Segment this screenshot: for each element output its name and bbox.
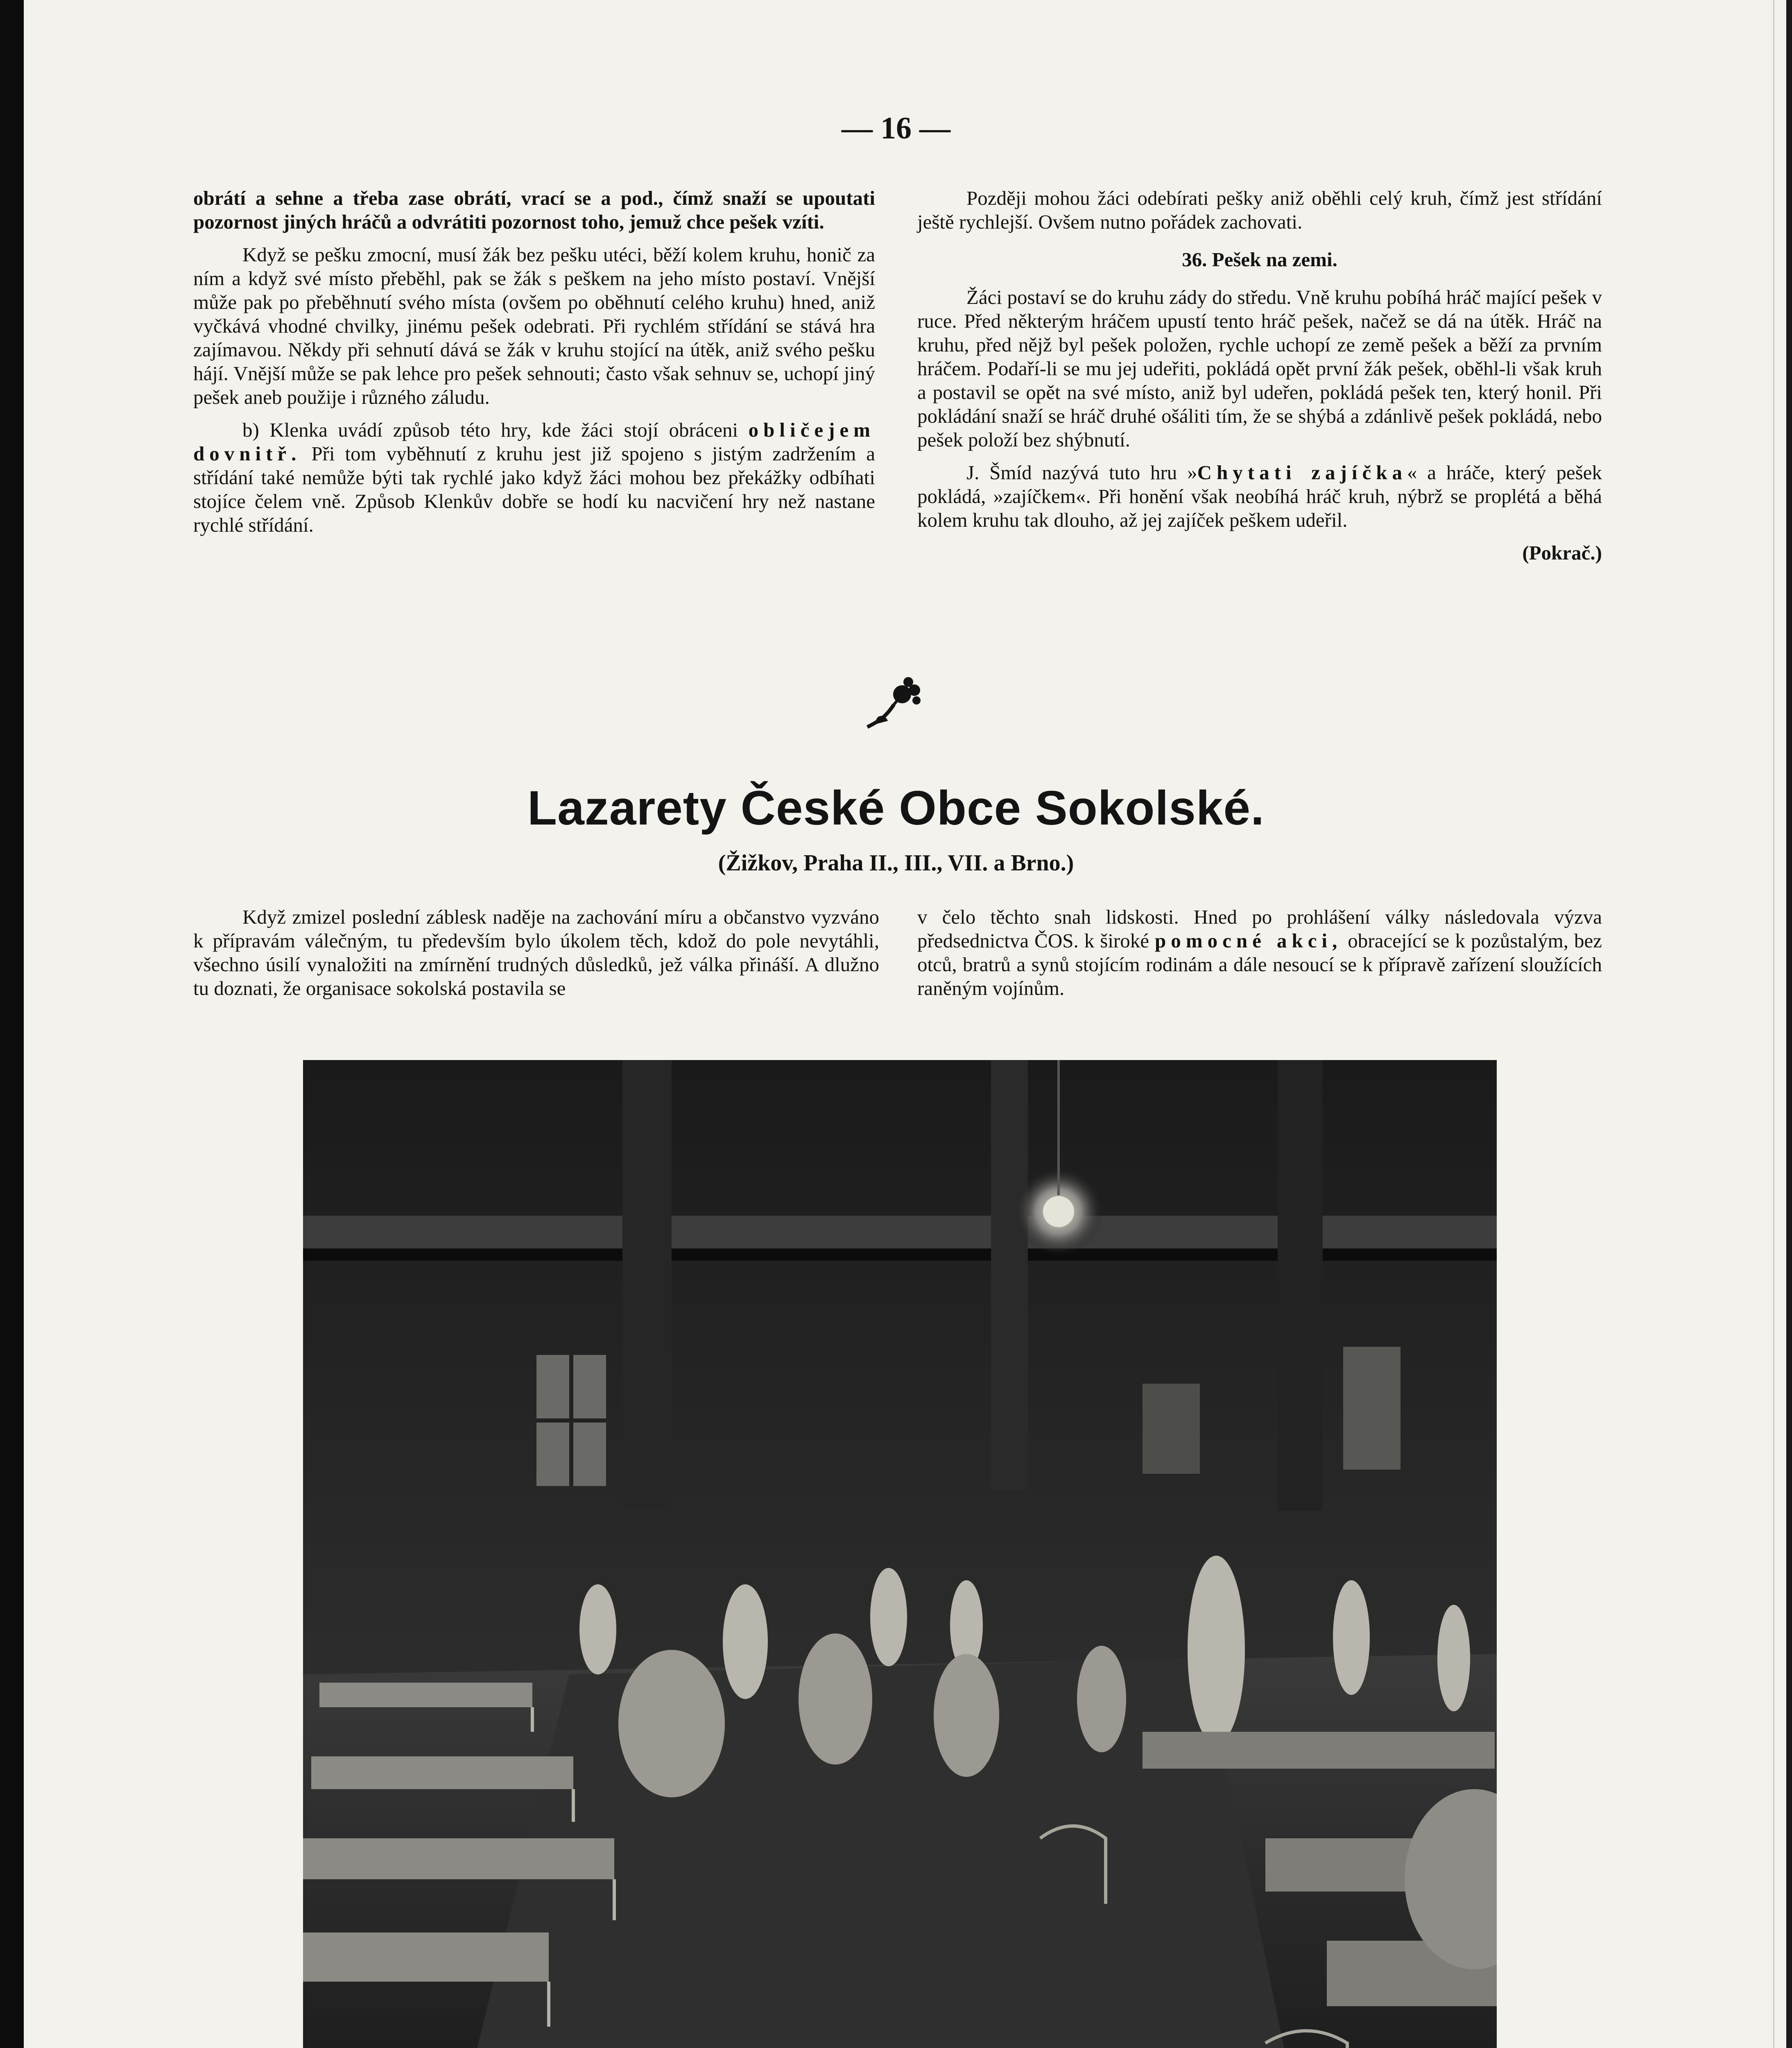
scan-border-right — [1786, 0, 1792, 2048]
text-run-spaced: obličejem dovnitř. — [193, 419, 875, 465]
paragraph — [917, 905, 1602, 1000]
paragraph-continued: obrátí a sehne a třeba zase obrátí, vrací se a pod., čímž snaží se upoutati pozornost jiných hráčů a odvrátiti pozornost toho, jemuž chce pešek vzíti. — [193, 187, 875, 233]
hospital-ward-photo — [303, 1060, 1497, 2048]
text-run: Při tom vyběhnutí z kruhu jest již spojeno s jistým zadržením a střídání také nemůže býti tak rychlé jako když žáci mohou bez překážky odbíhati stojíce čelem vně. Způsob Klenkův dobře se hodí ku nacvičení hry než nastane rychlé střídání. — [193, 442, 876, 536]
continued-note: (Pokrač.) — [1522, 541, 1602, 564]
page-number: — 16 — — [842, 111, 950, 145]
text-run-spaced: Chytati zajíčka — [1197, 461, 1407, 484]
photo-illustration — [303, 1060, 1497, 2048]
text-run-spaced: pomocné akci, — [1155, 929, 1342, 952]
intro-column-right — [917, 905, 1602, 1000]
scan-fold-line — [1773, 0, 1774, 2048]
column-left — [193, 186, 875, 546]
paragraph: Později mohou žáci odebírati pešky aniž oběhli celý kruh, čímž jest střídání ještě rychlejší. Ovšem nutno pořádek zachovati. — [917, 187, 1602, 233]
intro-column-left — [193, 905, 879, 1000]
article-subtitle: (Žižkov, Praha II., III., VII. a Brno.) — [718, 850, 1074, 876]
column-right — [917, 186, 1602, 574]
text-run: « a hráče, který pešek pokládá, »zajíčkem«. Při honění však neobíhá hráč kruh, nýbrž se proplétá a běhá kolem kruhu tak dlouho, až jej zajíček peškem udeřil. — [917, 461, 1602, 531]
section-heading: 36. Pešek na zemi. — [1182, 248, 1337, 271]
text-run: J. Šmíd nazývá tuto hru » — [966, 461, 1197, 484]
paragraph-smid — [917, 461, 1602, 532]
article-title: Lazarety České Obce Sokolské. — [527, 781, 1265, 835]
paragraph-klenka — [193, 418, 875, 537]
text-run: b) Klenka uvádí způsob této hry, kde žáci stojí obráceni — [242, 419, 738, 441]
scan-border-left — [0, 0, 24, 2048]
text-run: v čelo těchto snah lidskosti. Hned po prohlášení války následovala výzva předsednictva ČOS. k široké — [917, 906, 1602, 952]
flower-ornament-icon — [863, 676, 929, 733]
paragraph: Žáci postaví se do kruhu zády do středu. Vně kruhu pobíhá hráč mající pešek v ruce. Před některým hráčem upustí tento hráč pešek, načež se dá na útěk. Hráč na kruhu, před nějž byl pešek položen, rychle uchopí ze země pešek a běží za prvním hráčem. Podaří-li se mu jej udeřiti, pokládá opět první žák pešek, oběhl-li však kruh a postavil se opět na své místo, aniž byl udeřen, pokládá pešek ten, který honil. Při pokládání snaží se hráč druhé ošáliti tím, že se shýbá a zdánlivě pešek pokládá, nebo pešek položí bez shýbnutí. — [917, 286, 1602, 451]
text-run: obracející se k pozůstalým, bez otců, bratrů a synů stojícím rodinám a dále nesoucí se k přípravě zařízení sloužících raněným vojínům. — [917, 929, 1602, 999]
paragraph: Když zmizel poslední záblesk naděje na zachování míru a občanstvo vyzváno k přípravám válečným, tu především bylo úkolem těch, kdož do pole nevytáhli, všechno úsilí vynaložiti na zmírnění trudných důsledků, jež válka přináší. A dlužno tu doznati, že organisace sokolská postavila se — [193, 906, 879, 999]
paragraph: Když se pešku zmocní, musí žák bez pešku utéci, běží kolem kruhu, honič za ním a když své místo přeběhl, pak se žák s peškem na jeho místo postaví. Vnější může pak po přeběhnutí svého místa (ovšem po oběhnutí celého kruhu) hned, aniž vyčkává vhodné chvilky, jinému pešek odebrati. Při rychlém střídání se stává hra zajímavou. Někdy při sehnutí dává se žák v kruhu stojící na útěk, aniž svého pešku hájí. Vnější může se pak lehce pro pešek sehnouti; často však sehnuv se, uchopí jiný pešek aneb použije i různého záludu. — [193, 243, 875, 408]
